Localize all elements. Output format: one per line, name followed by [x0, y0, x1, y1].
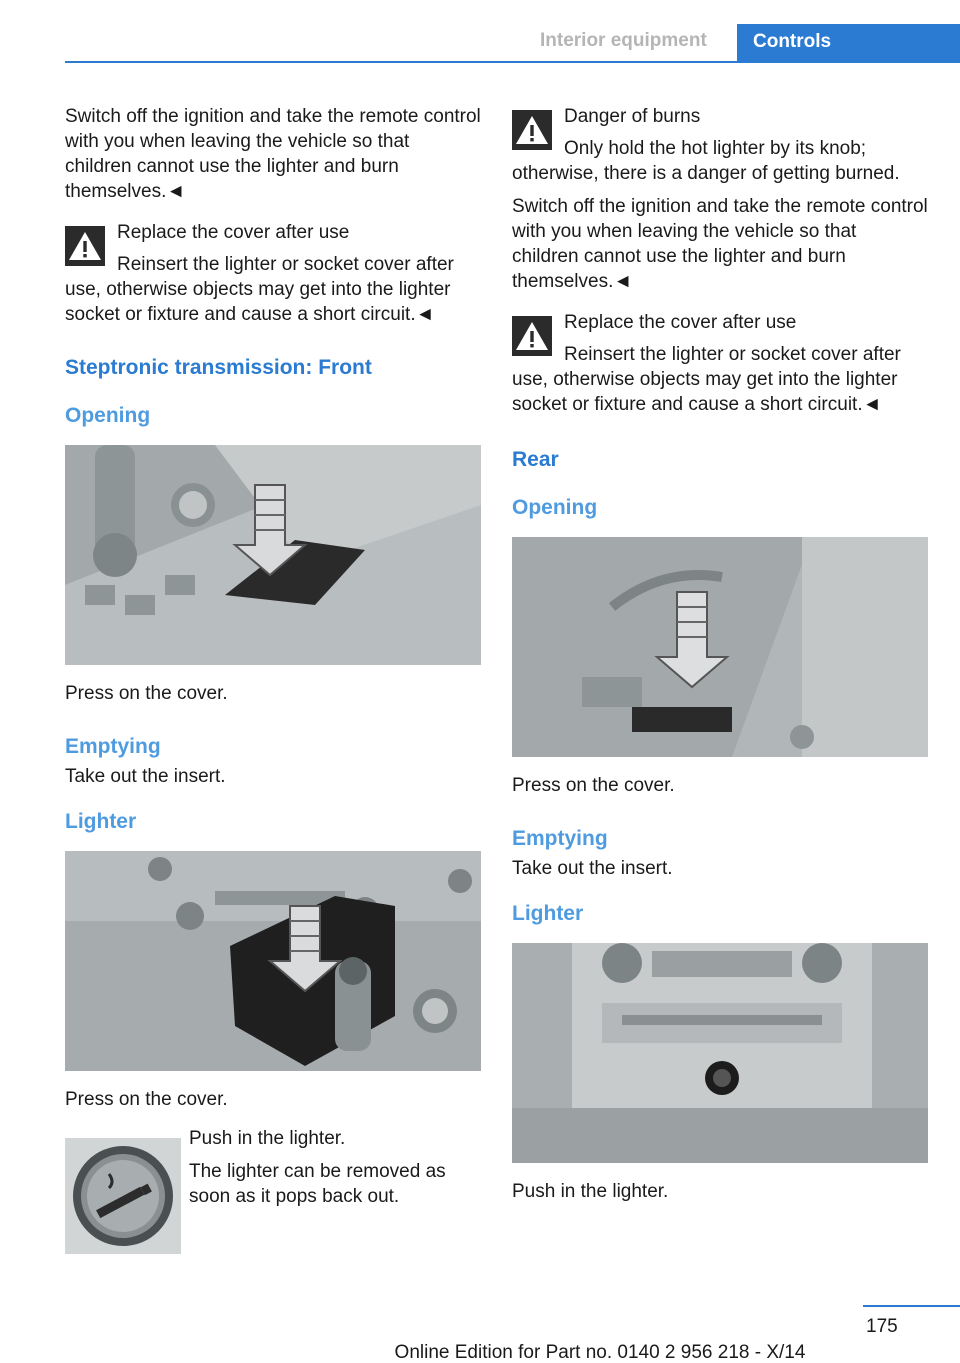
- warning-title: Replace the cover after use: [564, 312, 797, 333]
- header-rule: [65, 61, 960, 63]
- emptying-text-rear: Take out the insert.: [512, 858, 673, 879]
- caption-front-lighter: Press on the cover.: [65, 1089, 228, 1110]
- warning-body: Only hold the hot lighter by its knob; otherwise, there is a danger of getting burned.: [512, 138, 900, 184]
- left-column: [65, 104, 481, 1246]
- emptying-text: Take out the insert.: [65, 766, 226, 787]
- subheading-emptying-rear: Emptying: [512, 827, 608, 850]
- footer-rule: [863, 1305, 960, 1307]
- lighter-knob-icon: [65, 1138, 181, 1254]
- switch-off-paragraph: Switch off the ignition and take the remote control with you when leaving the vehicle so that children cannot use the lighter and burn themselves.◄: [512, 196, 928, 292]
- subheading-emptying: Emptying: [65, 735, 161, 758]
- section-heading-rear: Rear: [512, 448, 559, 471]
- section-heading-steptronic: Steptronic transmission: Front: [65, 356, 372, 379]
- push-lighter-body: The lighter can be removed as soon as it pops back out.: [189, 1161, 446, 1207]
- caption-rear-opening: Press on the cover.: [512, 775, 675, 796]
- warning-title: Danger of burns: [564, 106, 701, 127]
- warning-title: Replace the cover after use: [117, 222, 350, 243]
- figure-front-opening: [65, 445, 481, 665]
- lighter-text-block: [189, 1126, 481, 1217]
- figure-rear-opening: [512, 537, 928, 757]
- subheading-opening-rear: Opening: [512, 496, 598, 519]
- header-section-title: Interior equipment: [540, 30, 707, 51]
- warning-burns: [512, 104, 928, 186]
- page-number: 175: [866, 1316, 898, 1337]
- footer-edition: Online Edition for Part no. 0140 2 956 218 - X/14: [394, 1342, 806, 1363]
- subheading-opening: Opening: [65, 404, 151, 427]
- header-tab-label: Controls: [753, 31, 832, 52]
- caption-rear-lighter: Push in the lighter.: [512, 1181, 669, 1202]
- lighter-instruction: [65, 1126, 481, 1246]
- figure-rear-lighter: [512, 943, 928, 1163]
- subheading-lighter-rear: Lighter: [512, 902, 584, 925]
- header-tab-controls[interactable]: [737, 24, 960, 62]
- subheading-lighter: Lighter: [65, 810, 137, 833]
- warning-icon: [512, 110, 552, 150]
- warning-body: Reinsert the lighter or socket cover after use, otherwise objects may get into the lighter socket or fixture and cause a short circuit.◄: [512, 344, 901, 415]
- warning-cover: [65, 220, 481, 327]
- warning-cover-right: [512, 310, 928, 417]
- caption-front-opening: Press on the cover.: [65, 683, 228, 704]
- push-lighter-title: Push in the lighter.: [189, 1128, 346, 1149]
- warning-icon: [65, 226, 105, 266]
- right-column: [512, 104, 928, 1212]
- warning-body: Reinsert the lighter or socket cover after use, otherwise objects may get into the lighter socket or fixture and cause a short circuit.◄: [65, 254, 454, 325]
- intro-paragraph: Switch off the ignition and take the remote control with you when leaving the vehicle so that children cannot use the lighter and burn themselves.◄: [65, 106, 481, 202]
- figure-front-lighter: [65, 851, 481, 1071]
- warning-icon: [512, 316, 552, 356]
